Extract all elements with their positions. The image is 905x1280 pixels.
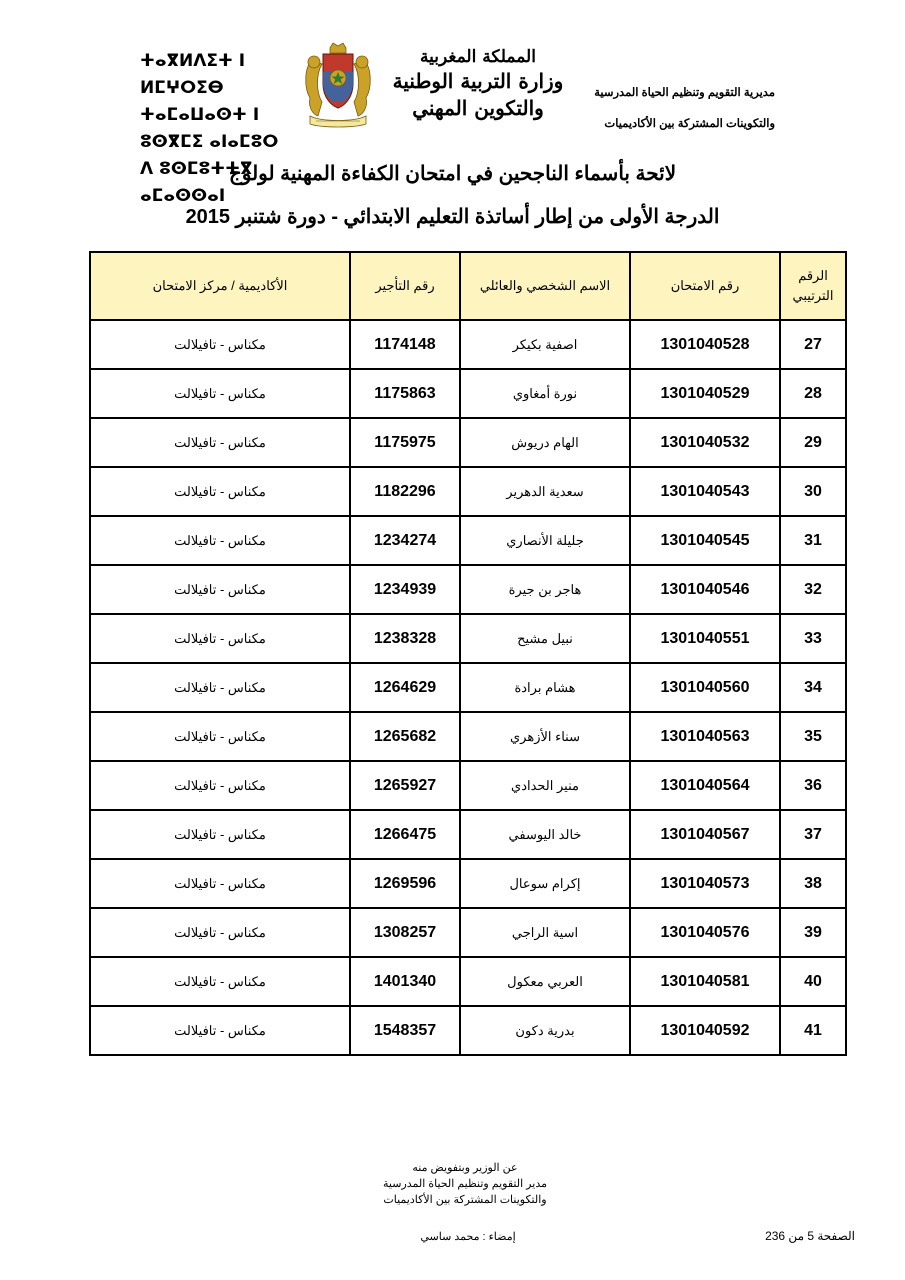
- cell-full-name: سعدية الدهرير: [460, 467, 630, 516]
- cell-full-name: نورة أمغاوي: [460, 369, 630, 418]
- cell-payroll-number: 1238328: [350, 614, 460, 663]
- cell-payroll-number: 1265927: [350, 761, 460, 810]
- table-row: [90, 663, 846, 712]
- cell-serial-number: 31: [780, 516, 846, 565]
- cell-full-name: إكرام سوعال: [460, 859, 630, 908]
- cell-academy-center: مكناس - تافيلالت: [90, 1006, 350, 1055]
- cell-exam-number: 1301040543: [630, 467, 780, 516]
- cell-exam-number: 1301040560: [630, 663, 780, 712]
- cell-serial-number: 32: [780, 565, 846, 614]
- header-label: الترتيبي: [792, 288, 834, 303]
- cell-academy-center: مكناس - تافيلالت: [90, 320, 350, 369]
- cell-payroll-number: 1269596: [350, 859, 460, 908]
- cell-full-name: منير الحدادي: [460, 761, 630, 810]
- cell-full-name: خالد اليوسفي: [460, 810, 630, 859]
- cell-serial-number: 38: [780, 859, 846, 908]
- coat-of-arms-icon: [302, 42, 374, 128]
- cell-serial-number: 35: [780, 712, 846, 761]
- header-payroll-number: رقم التأجير: [350, 252, 460, 320]
- cell-serial-number: 39: [780, 908, 846, 957]
- page-number: الصفحة 5 من 236: [765, 1229, 855, 1243]
- cell-academy-center: مكناس - تافيلالت: [90, 565, 350, 614]
- cell-payroll-number: 1266475: [350, 810, 460, 859]
- title-line: الدرجة الأولى من إطار أساتذة التعليم الابتدائي - دورة شتنبر 2015: [185, 206, 720, 228]
- cell-serial-number: 34: [780, 663, 846, 712]
- cell-academy-center: مكناس - تافيلالت: [90, 467, 350, 516]
- cell-exam-number: 1301040529: [630, 369, 780, 418]
- cell-academy-center: مكناس - تافيلالت: [90, 516, 350, 565]
- tifinagh-line: ⴷ ⵓⵙⵎⵓⵜⵜⴳ ⴰⵎⴰⵙⵙⴰⵏ: [140, 159, 253, 206]
- cell-academy-center: مكناس - تافيلالت: [90, 614, 350, 663]
- cell-academy-center: مكناس - تافيلالت: [90, 859, 350, 908]
- table-row: [90, 614, 846, 663]
- cell-payroll-number: 1548357: [350, 1006, 460, 1055]
- cell-serial-number: 28: [780, 369, 846, 418]
- signature-text: عن الوزير وبتفويض منه: [412, 1162, 518, 1174]
- header-academy-center: الأكاديمية / مركز الامتحان: [90, 252, 350, 320]
- kingdom-name: المملكة المغربية: [420, 47, 536, 67]
- cell-exam-number: 1301040576: [630, 908, 780, 957]
- cell-payroll-number: 1174148: [350, 320, 460, 369]
- cell-full-name: هاجر بن جيرة: [460, 565, 630, 614]
- header-full-name: الاسم الشخصي والعائلي: [460, 252, 630, 320]
- ministry-name-line: والتكوين المهني: [412, 96, 544, 120]
- cell-serial-number: 36: [780, 761, 846, 810]
- cell-academy-center: مكناس - تافيلالت: [90, 712, 350, 761]
- ministry-name-line: وزارة التربية الوطنية: [392, 69, 564, 93]
- cell-exam-number: 1301040573: [630, 859, 780, 908]
- cell-serial-number: 27: [780, 320, 846, 369]
- header-label: الرقم: [798, 268, 828, 283]
- signature-block: [360, 1160, 570, 1208]
- cell-exam-number: 1301040564: [630, 761, 780, 810]
- cell-academy-center: مكناس - تافيلالت: [90, 908, 350, 957]
- cell-serial-number: 37: [780, 810, 846, 859]
- table-row: [90, 859, 846, 908]
- cell-academy-center: مكناس - تافيلالت: [90, 369, 350, 418]
- cell-exam-number: 1301040563: [630, 712, 780, 761]
- cell-full-name: بدرية دكون: [460, 1006, 630, 1055]
- table-row: [90, 467, 846, 516]
- cell-full-name: اسية الراجي: [460, 908, 630, 957]
- results-table: [89, 251, 847, 1056]
- cell-full-name: جليلة الأنصاري: [460, 516, 630, 565]
- directorate-name: [594, 78, 775, 140]
- cell-exam-number: 1301040592: [630, 1006, 780, 1055]
- cell-exam-number: 1301040581: [630, 957, 780, 1006]
- table-body: [90, 320, 846, 1055]
- cell-academy-center: مكناس - تافيلالت: [90, 957, 350, 1006]
- table-row: [90, 908, 846, 957]
- table-row: [90, 957, 846, 1006]
- cell-payroll-number: 1401340: [350, 957, 460, 1006]
- cell-full-name: سناء الأزهري: [460, 712, 630, 761]
- table-row: [90, 516, 846, 565]
- signature: إمضاء : محمد ساسي: [420, 1231, 516, 1243]
- table-row: [90, 565, 846, 614]
- tifinagh-line: ⵜⴰⵎⴰⵡⴰⵙⵜ ⵏ ⵓⵙⴳⵎⵉ ⴰⵏⴰⵎⵓⵔ: [140, 105, 279, 152]
- cell-payroll-number: 1234274: [350, 516, 460, 565]
- signature-text: مدير التقويم وتنظيم الحياة المدرسية: [383, 1178, 547, 1190]
- table-header-row: [90, 252, 846, 320]
- cell-serial-number: 29: [780, 418, 846, 467]
- cell-academy-center: مكناس - تافيلالت: [90, 810, 350, 859]
- table-row: [90, 1006, 846, 1055]
- cell-exam-number: 1301040532: [630, 418, 780, 467]
- cell-exam-number: 1301040545: [630, 516, 780, 565]
- cell-serial-number: 30: [780, 467, 846, 516]
- cell-payroll-number: 1182296: [350, 467, 460, 516]
- cell-full-name: الهام دريوش: [460, 418, 630, 467]
- header-exam-number: رقم الامتحان: [630, 252, 780, 320]
- cell-exam-number: 1301040551: [630, 614, 780, 663]
- cell-payroll-number: 1234939: [350, 565, 460, 614]
- cell-academy-center: مكناس - تافيلالت: [90, 418, 350, 467]
- title-line: لائحة بأسماء الناجحين في امتحان الكفاءة المهنية لولوج: [228, 163, 677, 185]
- cell-exam-number: 1301040528: [630, 320, 780, 369]
- signature-text: والتكوينات المشتركة بين الأكاديميات: [383, 1194, 547, 1206]
- cell-full-name: اصفية بكيكر: [460, 320, 630, 369]
- ministry-name: [378, 46, 578, 122]
- cell-payroll-number: 1308257: [350, 908, 460, 957]
- directorate-line: مديرية التقويم وتنظيم الحياة المدرسية: [594, 87, 775, 99]
- cell-full-name: هشام برادة: [460, 663, 630, 712]
- table-row: [90, 712, 846, 761]
- table-row: [90, 761, 846, 810]
- cell-academy-center: مكناس - تافيلالت: [90, 761, 350, 810]
- tifinagh-line: ⵜⴰⴳⵍⴷⵉⵜ ⵏ ⵍⵎⵖⵔⵉⴱ: [140, 51, 246, 98]
- table-row: [90, 320, 846, 369]
- table-row: [90, 369, 846, 418]
- cell-payroll-number: 1264629: [350, 663, 460, 712]
- cell-payroll-number: 1265682: [350, 712, 460, 761]
- cell-serial-number: 33: [780, 614, 846, 663]
- header-serial-number: [780, 252, 846, 320]
- cell-serial-number: 41: [780, 1006, 846, 1055]
- cell-payroll-number: 1175975: [350, 418, 460, 467]
- cell-payroll-number: 1175863: [350, 369, 460, 418]
- document-title: [0, 153, 905, 239]
- cell-exam-number: 1301040567: [630, 810, 780, 859]
- cell-academy-center: مكناس - تافيلالت: [90, 663, 350, 712]
- directorate-line: والتكوينات المشتركة بين الأكاديميات: [604, 118, 775, 130]
- cell-full-name: العربي معكول: [460, 957, 630, 1006]
- cell-exam-number: 1301040546: [630, 565, 780, 614]
- table-row: [90, 418, 846, 467]
- table-row: [90, 810, 846, 859]
- cell-full-name: نبيل مشيح: [460, 614, 630, 663]
- cell-serial-number: 40: [780, 957, 846, 1006]
